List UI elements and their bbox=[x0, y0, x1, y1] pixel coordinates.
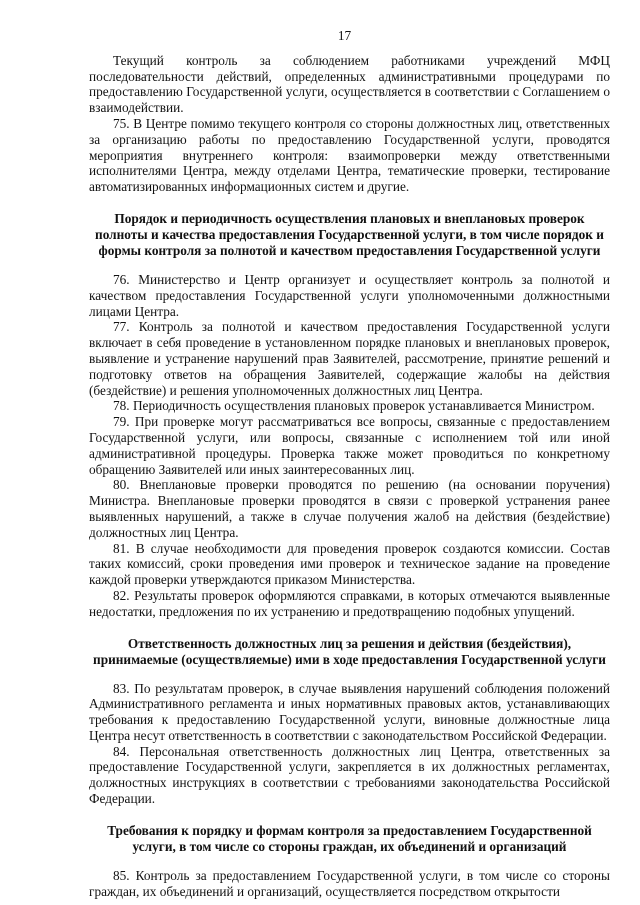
document-page bbox=[89, 28, 610, 899]
paragraph-81: 81. В случае необходимости для проведения проверок создаются комиссии. Состав таких комиссий, сроки проведения ими проверок и техническое задание на проведение каждой проверки утверждаются приказом Министерства. bbox=[89, 540, 610, 588]
paragraph-84: 84. Персональная ответственность должностных лиц Центра, ответственных за предоставление Государственной услуги, закрепляется в их должностных регламентах, должностных инструкциях в соответствии с требованиями законодательства Российской Федерации. bbox=[89, 743, 610, 807]
page-number: 17 bbox=[337, 28, 352, 43]
paragraph-77: 77. Контроль за полнотой и качеством предоставления Государственной услуги включает в себя проведение в установленном порядке плановых и внеплановых проверок, выявление и устранение нарушений прав Заявителей, рассмотрение, принятие решений и подготовку ответов на обращения Заявителей, содержащие жалобы на действия (бездействие) и решения уполномоченных должностных лиц Центра. bbox=[89, 319, 610, 398]
paragraph-83: 83. По результатам проверок, в случае выявления нарушений соблюдения положений Административного регламента и иных нормативных правовых актов, устанавливающих требования к предоставлению Государственной услуги, виновные должностные лица Центра несут ответственность в соответствии с законодательством Российской Федерации. bbox=[89, 680, 610, 743]
section-heading-inspections: Порядок и периодичность осуществления плановых и внеплановых проверок полноты и качества предоставления Государственной услуги, в том числе порядок и формы контроля за полнотой и качеством предоставления Государственной услуги bbox=[95, 210, 604, 258]
paragraph-76: 76. Министерство и Центр организует и осуществляет контроль за полнотой и качеством предоставления Государственной услуги уполномоченными должностными лицами Центра. bbox=[89, 271, 610, 319]
paragraph-current-control-mfc: Текущий контроль за соблюдением работниками учреждений МФЦ последовательности действий, определенных административными процедурами по предоставлению Государственной услуги, осуществляется в соответствии с Соглашением о взаимодействии. bbox=[89, 52, 610, 116]
section-heading-responsibility: Ответственность должностных лиц за решения и действия (бездействия), принимаемые (осуществляемые) ими в ходе предоставления Государственной услуги bbox=[93, 635, 606, 667]
paragraph-75: 75. В Центре помимо текущего контроля со стороны должностных лиц, ответственных за организацию работы по предоставлению Государственной услуги, проводятся мероприятия внутреннего контроля: взаимопроверки между ответственными исполнителями Центра, между отделами Центра, тематические проверки, тестирование автоматизированных информационных систем и другие. bbox=[89, 115, 610, 195]
paragraph-85: 85. Контроль за предоставлением Государственной услуги, в том числе со стороны граждан, их объединений и организаций, осуществляется посредством открытости bbox=[89, 867, 610, 899]
paragraph-80: 80. Внеплановые проверки проводятся по решению (на основании поручения) Министра. Внеплановые проверки проводятся в связи с проверкой устранения ранее выявленных нарушений, а также в случае получения жалоб на действия (бездействие) должностных лиц Центра. bbox=[89, 477, 610, 540]
paragraph-78: 78. Периодичность осуществления плановых проверок устанавливается Министром. bbox=[113, 398, 595, 414]
section-heading-control-requirements: Требования к порядку и формам контроля за предоставлением Государственной услуги, в том числе со стороны граждан, их объединений и организаций bbox=[107, 822, 592, 854]
paragraph-82: 82. Результаты проверок оформляются справками, в которых отмечаются выявленные недостатки, предложения по их устранению и предотвращению подобных упущений. bbox=[89, 587, 610, 619]
paragraph-79: 79. При проверке могут рассматриваться все вопросы, связанные с предоставлением Государственной услуги, или вопросы, связанные с исполнением той или иной административной процедуры. Проверка также может проводиться по конкретному обращению Заявителей или иных заинтересованных лиц. bbox=[89, 414, 610, 477]
